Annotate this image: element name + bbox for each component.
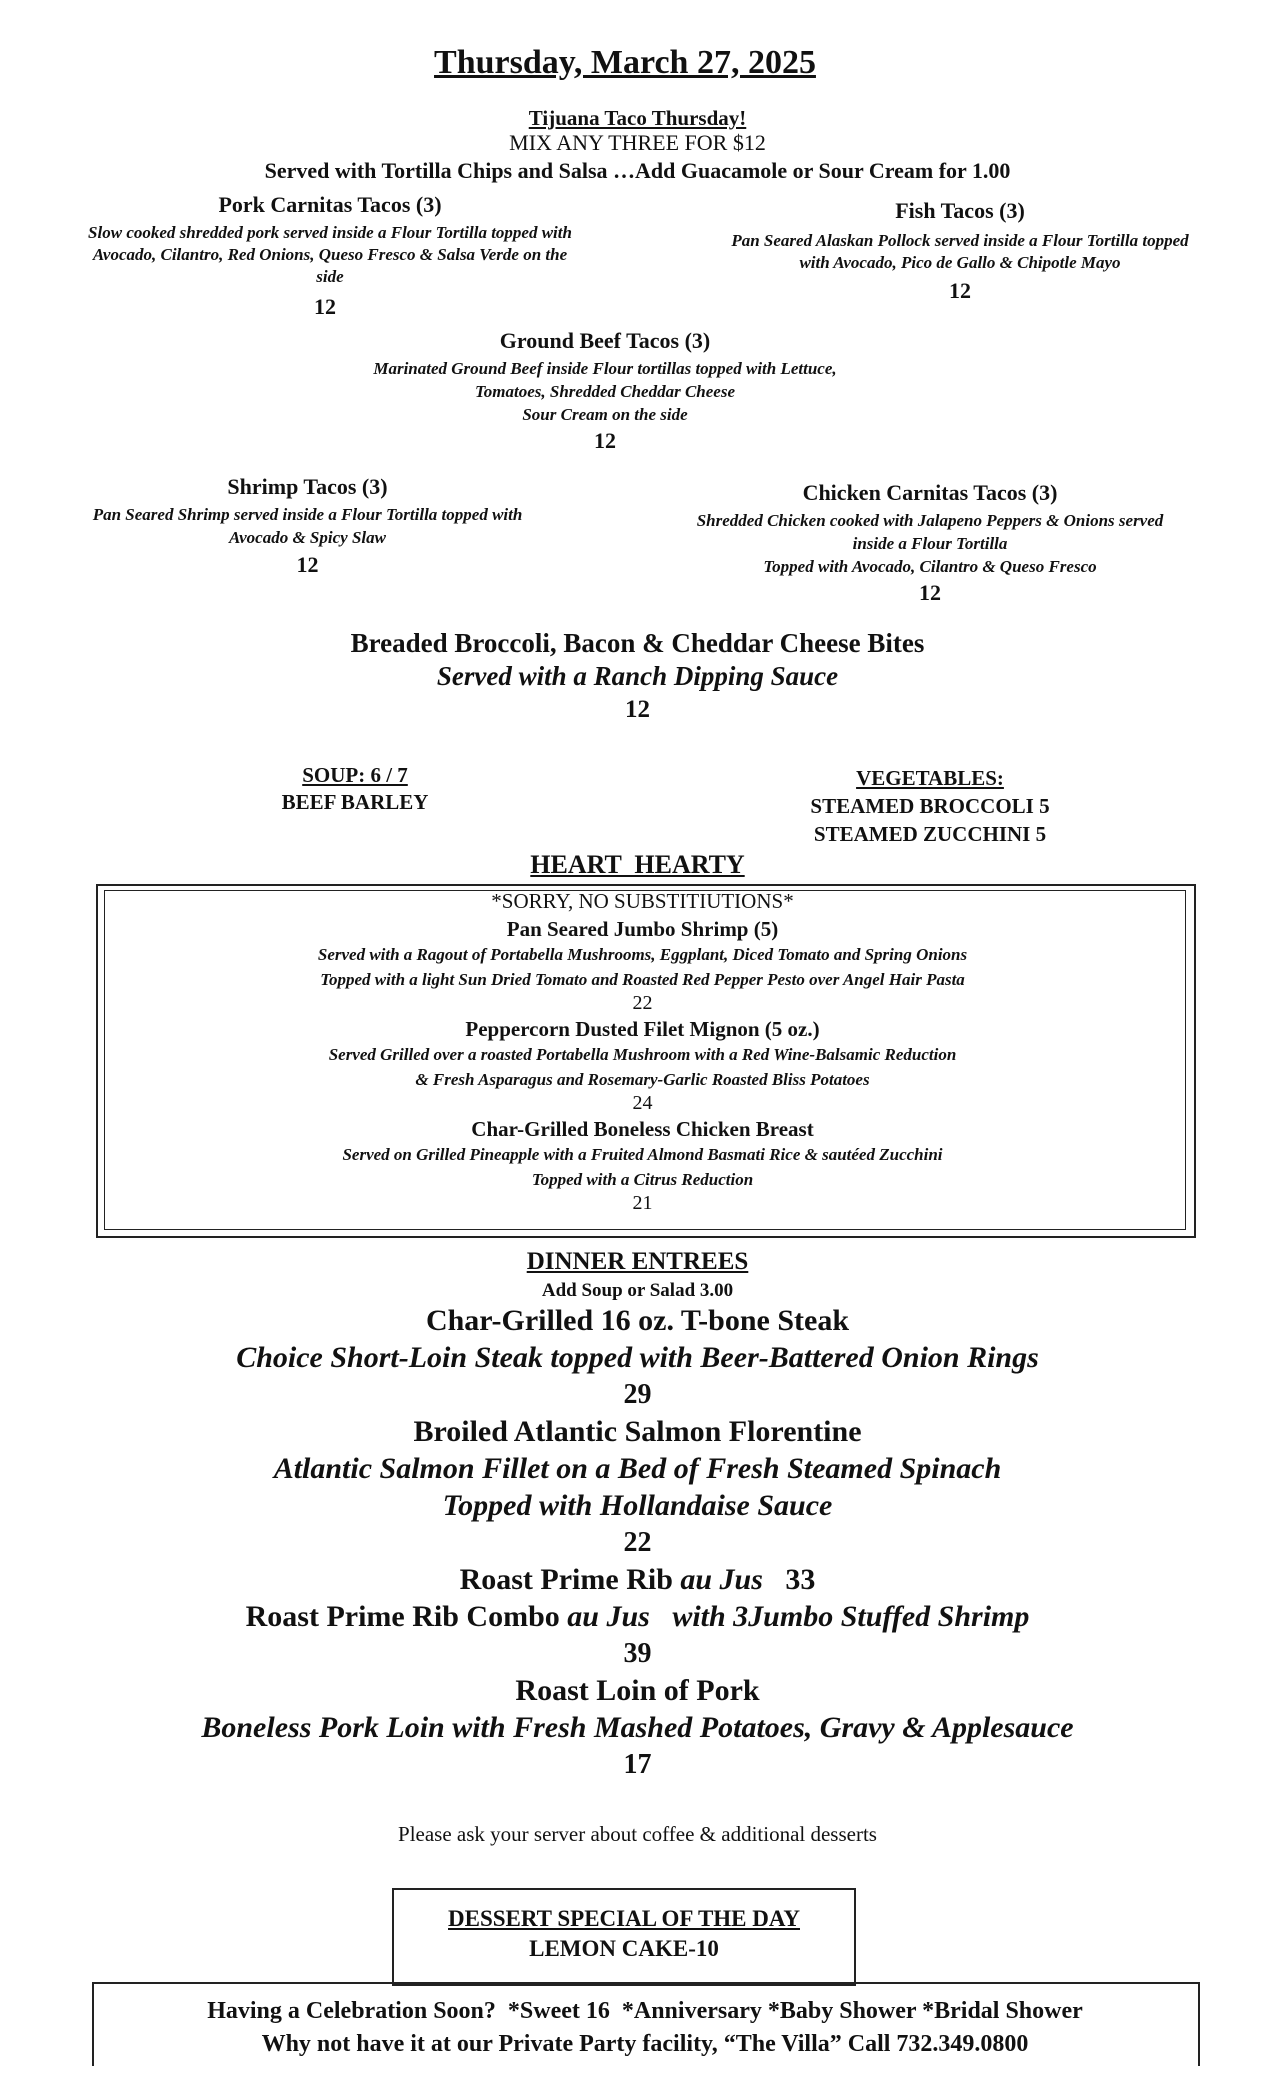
entree-pork-desc: Boneless Pork Loin with Fresh Mashed Potatoes, Gravy & Applesauce [201,1711,1074,1744]
item-desc: Tomatoes, Shredded Cheddar Cheese [474,382,736,401]
taco-title: Tijuana Taco Thursday! [528,106,747,130]
item-price: 12 [949,278,971,303]
party-line-2: Why not have it at our Private Party facility, “The Villa” Call 732.349.0800 [261,2031,1029,2057]
item-price: 24 [632,1092,653,1114]
item-desc: Pan Seared Shrimp served inside a Flour Tortilla topped with [92,505,523,524]
entree-combo-price: 39 [623,1638,652,1669]
heart-item-filet [110,1017,1175,1115]
item-name: Shrimp Tacos (3) [227,474,388,499]
vegetables-section [780,764,1080,848]
party-line-1: Having a Celebration Soon? *Sweet 16 *Anniversary *Baby Shower *Bridal Shower [207,1998,1083,2024]
shrimp-tacos [20,474,595,578]
item-desc: with Avocado, Pico de Gallo & Chipotle Mayo [799,253,1121,272]
coffee-note: Please ask your server about coffee & additional desserts [398,1822,877,1846]
vegetables-title: VEGETABLES: [856,766,1004,790]
soup-item: BEEF BARLEY [281,790,429,814]
entree-prime-rib [60,1561,1215,1598]
entree-salmon-price: 22 [623,1527,652,1558]
item-desc: Served on Grilled Pineapple with a Fruited Almond Basmati Rice & sautéed Zucchini [342,1145,943,1164]
soup-section [240,762,470,816]
page-title: Thursday, March 27, 2025 [434,44,816,81]
entree-tbone-price: 29 [623,1379,652,1410]
entree-tbone-desc: Choice Short-Loin Steak topped with Beer-Battered Onion Rings [236,1341,1039,1374]
vegetable-item: STEAMED ZUCCHINI 5 [813,822,1047,846]
item-name: Pan Seared Jumbo Shrimp (5) [506,917,779,941]
item-desc: & Fresh Asparagus and Rosemary-Garlic Roasted Bliss Potatoes [415,1070,870,1089]
entree-salmon-name: Broiled Atlantic Salmon Florentine [413,1415,862,1448]
vegetable-item: STEAMED BROCCOLI 5 [810,794,1050,818]
item-name: Chicken Carnitas Tacos (3) [802,480,1058,505]
broccoli-bites [200,628,1075,724]
item-name: Breaded Broccoli, Bacon & Cheddar Cheese Bites [350,628,925,658]
item-desc: Topped with a light Sun Dried Tomato and Roasted Red Pepper Pesto over Angel Hair Pasta [320,970,965,989]
entree-prime-rib-price: 33 [785,1563,816,1596]
item-name: Peppercorn Dusted Filet Mignon (5 oz.) [465,1017,820,1041]
party-box-left [92,1982,94,2066]
heart-hearty-title: HEART HEARTY [530,850,745,879]
item-desc: Shredded Chicken cooked with Jalapeno Peppers & Onions served [696,511,1164,530]
item-desc: side [316,267,344,286]
heart-item-shrimp [110,917,1175,1015]
entree-tbone-name: Char-Grilled 16 oz. T-bone Steak [425,1304,850,1337]
item-price: 12 [296,552,319,577]
entrees-subtitle: Add Soup or Salad 3.00 [541,1280,734,1301]
party-box-right [1198,1982,1200,2066]
item-desc: inside a Flour Tortilla [852,534,1008,553]
pork-carnitas-tacos [10,192,650,288]
entrees-title: DINNER ENTREES [526,1248,749,1275]
item-price: 12 [314,294,336,319]
item-price: 12 [625,696,650,723]
entrees-list [60,1302,1215,1783]
entree-pork-price: 17 [623,1749,652,1780]
entree-pork-name: Roast Loin of Pork [515,1674,760,1707]
item-desc: Topped with a Citrus Reduction [531,1170,754,1189]
dessert-content [394,1904,854,1964]
chicken-carnitas-tacos [625,480,1235,606]
heart-hearty-content [110,889,1175,1215]
entree-prime-rib-name: Roast Prime Rib [459,1563,681,1596]
taco-deal: MIX ANY THREE FOR $12 [509,130,766,155]
item-price: 12 [919,580,941,605]
party-box-top [92,1982,1200,1984]
taco-served-note: Served with Tortilla Chips and Salsa …Add Guacamole or Sour Cream for 1.00 [264,158,1011,183]
heart-item-chicken [110,1117,1175,1215]
entree-salmon-desc: Topped with Hollandaise Sauce [442,1489,833,1522]
item-price: 22 [632,992,653,1014]
item-desc: Served with a Ragout of Portabella Mushrooms, Eggplant, Diced Tomato and Spring Onions [317,945,968,964]
item-desc: Slow cooked shredded pork served inside a Flour Tortilla topped with [88,223,572,242]
fish-tacos [660,198,1260,304]
item-name: Char-Grilled Boneless Chicken Breast [471,1117,814,1141]
entree-combo-name: Roast Prime Rib Combo [245,1600,568,1633]
item-name: Ground Beef Tacos (3) [499,328,711,353]
ground-beef-tacos [300,328,910,454]
item-name: Fish Tacos (3) [895,198,1025,223]
dessert-title: DESSERT SPECIAL OF THE DAY [448,1906,800,1931]
item-desc: Served with a Ranch Dipping Sauce [436,661,839,691]
item-desc: Sour Cream on the side [522,405,688,424]
entree-salmon-desc: Atlantic Salmon Fillet on a Bed of Fresh Steamed Spinach [273,1452,1002,1485]
entree-prime-rib-aujus: au Jus [680,1563,763,1596]
dessert-item: LEMON CAKE-10 [529,1936,719,1961]
item-desc: Avocado & Spicy Slaw [229,528,386,547]
item-desc: Pan Seared Alaskan Pollock served inside a Flour Tortilla topped [731,231,1189,250]
substitution-note: *SORRY, NO SUBSTITIUTIONS* [491,889,794,913]
item-desc: Marinated Ground Beef inside Flour tortillas topped with Lettuce, [373,359,837,378]
item-price: 21 [632,1192,653,1214]
item-name: Pork Carnitas Tacos (3) [218,192,442,217]
entree-combo-extra: with 3Jumbo Stuffed Shrimp [672,1600,1030,1633]
party-content [100,1995,1190,2061]
item-desc: Served Grilled over a roasted Portabella Mushroom with a Red Wine-Balsamic Reduction [328,1045,957,1064]
soup-title: SOUP: 6 / 7 [302,763,408,787]
item-desc: Avocado, Cilantro, Red Onions, Queso Fresco & Salsa Verde on the [92,245,568,264]
entree-combo-aujus: au Jus [567,1600,650,1633]
item-price: 12 [594,428,616,453]
item-desc: Topped with Avocado, Cilantro & Queso Fresco [763,557,1097,576]
entree-prime-rib-combo [60,1598,1215,1635]
